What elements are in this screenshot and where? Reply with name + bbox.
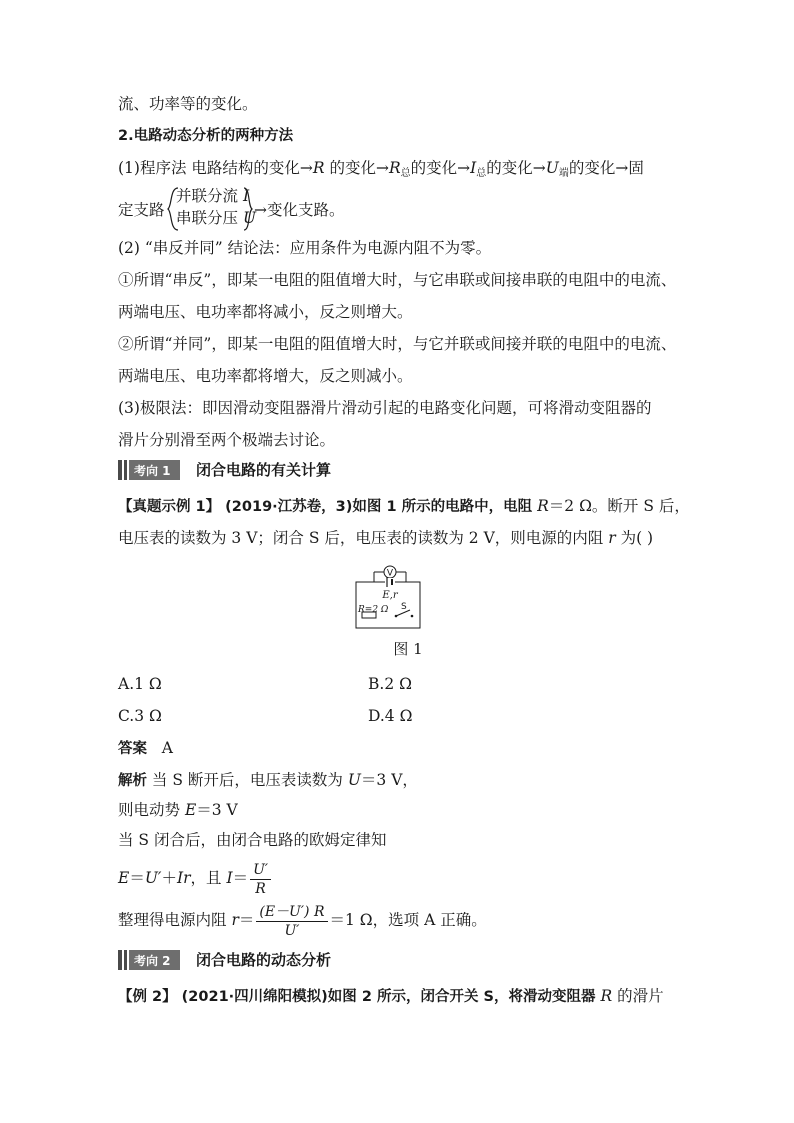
text-line: ②所谓“并同”，即某一电阻的阻值增大时，与它并联或间接并联的电阻中的电流、	[118, 335, 677, 353]
solution-equation: E＝U′＋Ir，且 I＝ $\frac{U'}{R}$	[118, 858, 273, 898]
circuit-detail	[354, 562, 424, 632]
figure-caption: 图 1	[393, 640, 423, 658]
resistor-label: R=2 Ω	[358, 605, 389, 615]
solution-line: 则电动势 E＝3 V	[118, 801, 238, 819]
brace-item-series: 串联分压 U	[176, 209, 257, 227]
fraction-resistance: $\frac{(E-U') R}{U'}$	[256, 903, 327, 940]
solution-line: 当 S 闭合后，由闭合电路的欧姆定律知	[118, 831, 387, 849]
text-line: (3)极限法：即因滑动变阻器滑片滑动引起的电路变化问题，可将滑动变阻器的	[118, 399, 652, 417]
heading-methods: 2.电路动态分析的两种方法	[118, 128, 294, 144]
section-tag-2: 考向 2	[118, 950, 180, 970]
option-b: B.2 Ω	[368, 675, 412, 693]
text-line: 流、功率等的变化。	[118, 95, 258, 113]
section-title-2: 闭合电路的动态分析	[196, 951, 332, 969]
section-title-1: 闭合电路的有关计算	[196, 461, 332, 479]
option-a: A.1 Ω	[118, 675, 162, 693]
example-1-line: 【真题示例 1】 (2019·江苏卷，3)如图 1 所示的电路中，电阻 R＝2 Ω。断开 S 后，	[118, 497, 690, 515]
section-tag-1: 考向 1	[118, 460, 180, 480]
source-label: E,r	[382, 590, 398, 601]
option-c: C.3 Ω	[118, 707, 162, 725]
solution-equation: 整理得电源内阻 r＝ $\frac{(E-U') R}{U'}$ ＝1 Ω，选项 A 正确。	[118, 903, 487, 939]
text-line: 滑片分别滑至两个极端去讨论。	[118, 431, 336, 449]
solution-line: 解析 当 S 断开后，电压表读数为 U＝3 V，	[118, 771, 418, 789]
option-d: D.4 Ω	[368, 707, 413, 725]
text-line: 定支路	[118, 201, 165, 219]
example-2-line: 【例 2】 (2021·四川绵阳模拟)如图 2 所示，闭合开关 S，将滑动变阻器 R 的滑片	[118, 987, 664, 1005]
fraction-current: $\frac{U'}{R}$	[250, 861, 271, 898]
switch-label: S	[401, 602, 407, 612]
brace-item-parallel: 并联分流 I	[176, 187, 250, 205]
text-line: →变化支路。	[254, 201, 345, 219]
answer-line: 答案 A	[118, 739, 173, 757]
text-line: 两端电压、电功率都将增大，反之则减小。	[118, 367, 413, 385]
text-line: (2) “串反并同” 结论法：应用条件为电源内阻不为零。	[118, 239, 492, 257]
text-line: (1)程序法 电路结构的变化→R 的变化$\to R_总$的变化$\to I_总$的变化$\to U_端$的变化→固	[118, 159, 644, 179]
brace-right-icon	[242, 186, 254, 232]
text-line: 两端电压、电功率都将减小，反之则增大。	[118, 303, 413, 321]
voltmeter-label: V	[386, 568, 394, 579]
example-1-line: 电压表的读数为 3 V；闭合 S 后，电压表的读数为 2 V，则电源的内阻 r 为( )	[118, 529, 654, 547]
text-line: ①所谓“串反”，即某一电阻的阻值增大时，与它串联或间接串联的电阻中的电流、	[118, 271, 677, 289]
